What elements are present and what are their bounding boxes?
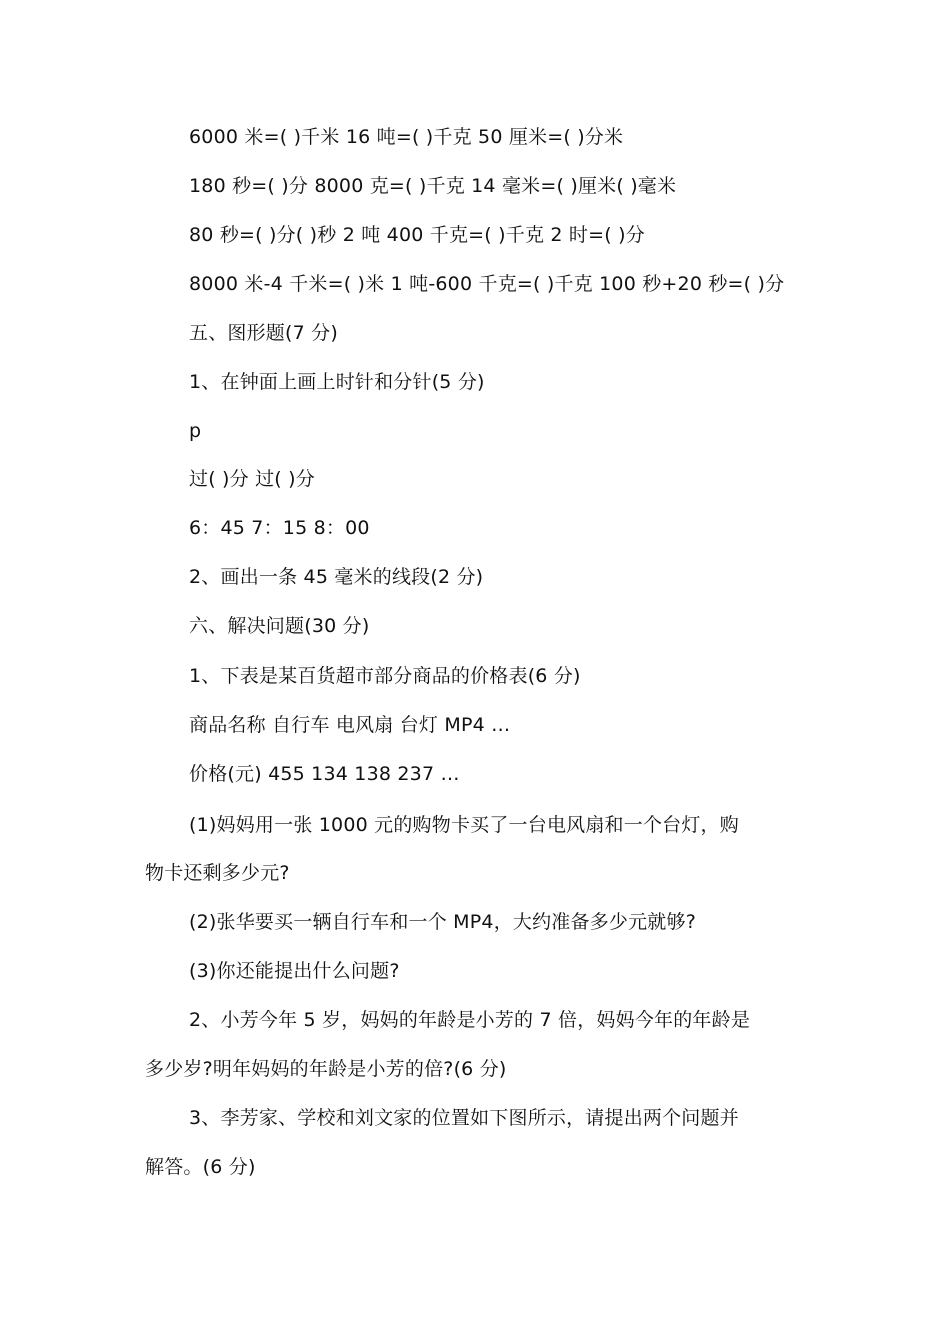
price-table-value-row: 价格(元) 455 134 138 237 … xyxy=(189,763,460,785)
unit-conversion-line-2: 180 秒=( )分 8000 克=( )千克 14 毫米=( )厘米( )毫米 xyxy=(189,175,677,197)
unit-conversion-line-4: 8000 米-4 千米=( )米 1 吨-600 千克=( )千克 100 秒+20 秒=( )分 xyxy=(189,273,785,295)
question-3-line-2: 解答。(6 分) xyxy=(145,1156,256,1178)
section-heading-problem-solving: 六、解决问题(30 分) xyxy=(189,615,370,637)
sub-question-1-line-2: 物卡还剩多少元? xyxy=(145,862,290,884)
question-2-line-1: 2、小芳今年 5 岁，妈妈的年龄是小芳的 7 倍，妈妈今年的年龄是 xyxy=(189,1009,751,1031)
stray-text-p: p xyxy=(189,420,202,442)
unit-conversion-line-3: 80 秒=( )分( )秒 2 吨 400 千克=( )千克 2 时=( )分 xyxy=(189,224,645,246)
question-price-table: 1、下表是某百货超市部分商品的价格表(6 分) xyxy=(189,665,581,687)
question-clock-hands: 1、在钟面上画上时针和分针(5 分) xyxy=(189,371,485,393)
sub-question-3: (3)你还能提出什么问题? xyxy=(189,960,400,982)
question-2-line-2: 多少岁?明年妈妈的年龄是小芳的倍?(6 分) xyxy=(145,1058,507,1080)
price-table-header-row: 商品名称 自行车 电风扇 台灯 MP4 … xyxy=(189,714,511,736)
question-draw-segment: 2、画出一条 45 毫米的线段(2 分) xyxy=(189,566,484,588)
clock-times-line: 6：45 7：15 8：00 xyxy=(189,517,370,539)
question-3-line-1: 3、李芳家、学校和刘文家的位置如下图所示，请提出两个问题并 xyxy=(189,1107,739,1129)
unit-conversion-line-1: 6000 米=( )千米 16 吨=( )千克 50 厘米=( )分米 xyxy=(189,126,624,148)
sub-question-2: (2)张华要买一辆自行车和一个 MP4，大约准备多少元就够? xyxy=(189,911,696,933)
section-heading-geometry: 五、图形题(7 分) xyxy=(189,322,338,344)
sub-question-1-line-1: (1)妈妈用一张 1000 元的购物卡买了一台电风扇和一个台灯，购 xyxy=(189,814,739,836)
clock-blank-line: 过( )分 过( )分 xyxy=(189,468,315,490)
